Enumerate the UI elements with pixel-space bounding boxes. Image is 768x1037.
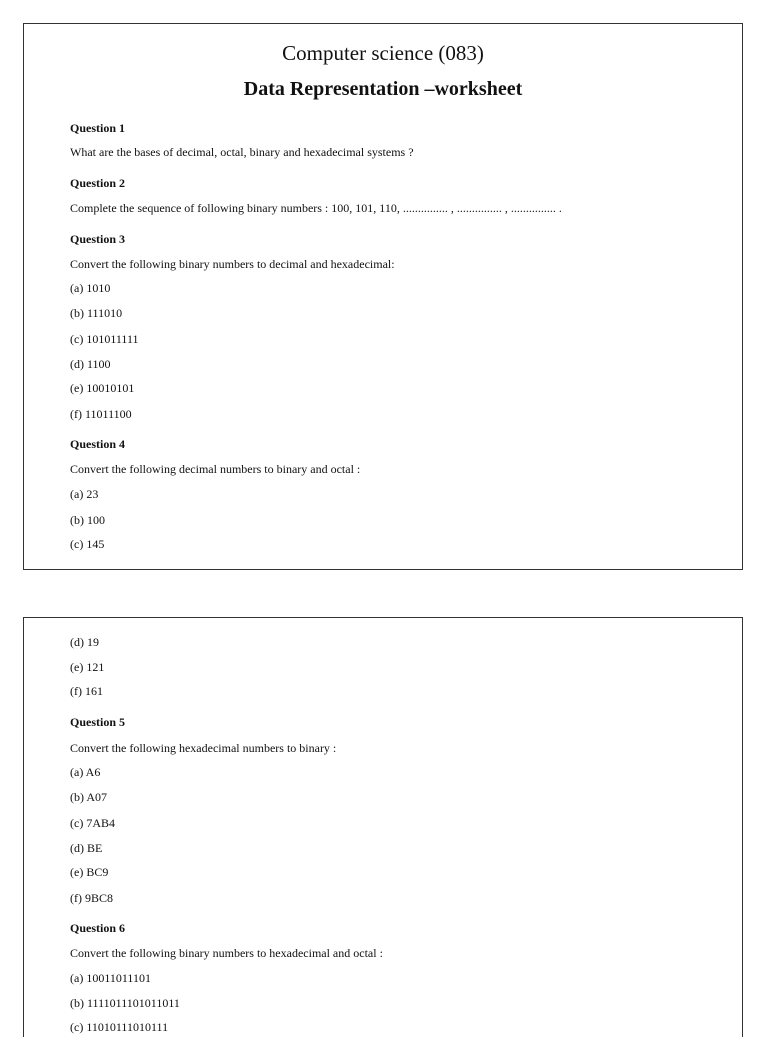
- question-1-heading: Question 1: [70, 121, 126, 135]
- question-3-item: (b) 111010: [70, 306, 123, 320]
- question-5-text: Convert the following hexadecimal numbers to binary :: [70, 741, 337, 755]
- document-subtitle: Data Representation –worksheet: [243, 78, 523, 100]
- question-5-item: (a) A6: [70, 765, 101, 779]
- question-2-text: Complete the sequence of following binary numbers : 100, 101, 110, ............... , ............... , ............... .: [70, 201, 562, 215]
- question-4-item: (b) 100: [70, 513, 105, 527]
- question-4-text: Convert the following decimal numbers to binary and octal :: [70, 462, 361, 476]
- worksheet-page-1: [23, 23, 743, 570]
- question-6-heading: Question 6: [70, 921, 126, 935]
- question-1-text: What are the bases of decimal, octal, binary and hexadecimal systems ?: [70, 145, 414, 159]
- worksheet-page-2: [23, 617, 743, 1037]
- question-5-heading: Question 5: [70, 715, 126, 729]
- question-5-item: (d) BE: [70, 841, 103, 855]
- question-5-item: (e) BC9: [70, 865, 109, 879]
- question-3-item: (a) 1010: [70, 281, 111, 295]
- question-4-item: (d) 19: [70, 635, 99, 649]
- question-3-heading: Question 3: [70, 232, 126, 246]
- document-title: Computer science (083): [282, 41, 484, 65]
- question-5-item: (c) 7AB4: [70, 816, 115, 830]
- question-4-item: (e) 121: [70, 660, 105, 674]
- question-3-item: (f) 11011100: [70, 407, 132, 421]
- question-4-item: (c) 145: [70, 537, 105, 551]
- question-6-item: (a) 10011011101: [70, 971, 151, 985]
- question-2-heading: Question 2: [70, 176, 126, 190]
- question-4-item: (a) 23: [70, 487, 99, 501]
- question-3-text: Convert the following binary numbers to decimal and hexadecimal:: [70, 257, 395, 271]
- question-6-item: (c) 11010111010111: [70, 1020, 169, 1034]
- question-4-item: (f) 161: [70, 684, 103, 698]
- question-6-text: Convert the following binary numbers to hexadecimal and octal :: [70, 946, 383, 960]
- question-5-item: (f) 9BC8: [70, 891, 113, 905]
- question-3-item: (c) 101011111: [70, 332, 139, 346]
- question-6-item: (b) 1111011101011011: [70, 996, 180, 1010]
- question-3-item: (e) 10010101: [70, 381, 135, 395]
- question-4-heading: Question 4: [70, 437, 126, 451]
- question-3-item: (d) 1100: [70, 357, 111, 371]
- question-5-item: (b) A07: [70, 790, 107, 804]
